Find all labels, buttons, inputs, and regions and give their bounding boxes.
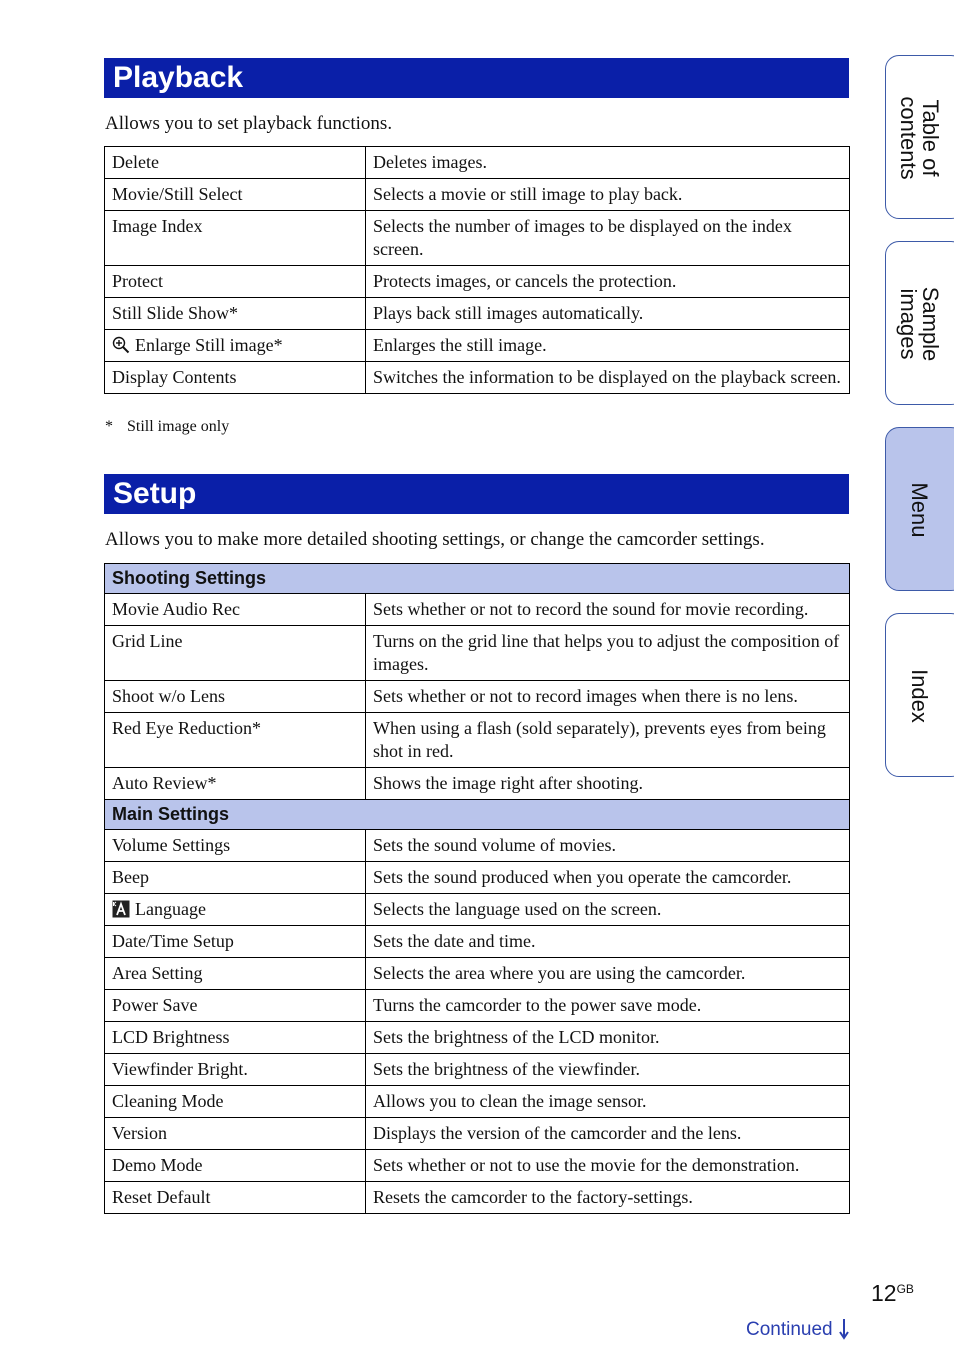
magnifier-plus-icon [112, 336, 130, 354]
setting-description: Selects the language used on the screen. [373, 899, 662, 919]
footnote-text: Still image only [127, 418, 230, 435]
setting-name: Language [135, 899, 206, 919]
setting-name-cell [105, 768, 366, 800]
setting-name-cell [105, 594, 366, 626]
side-tab-label: Index [907, 669, 932, 723]
setting-description: Allows you to clean the image sensor. [373, 1091, 647, 1111]
setup-table [104, 563, 850, 1214]
side-tab-index[interactable] [885, 613, 954, 777]
playback-title: Playback [113, 61, 244, 94]
language-icon [112, 900, 130, 918]
setting-description: Sets the sound volume of movies. [373, 835, 616, 855]
setting-name: Cleaning Mode [112, 1091, 224, 1111]
table-row-image-index [105, 211, 850, 266]
setting-name: Area Setting [112, 963, 203, 983]
side-tab-label: Sample images [896, 286, 943, 362]
table-row-version [105, 1118, 850, 1150]
setting-name-cell [105, 681, 366, 713]
setting-name-cell [105, 926, 366, 958]
setting-description: When using a flash (sold separately), prevents eyes from being shot in red. [373, 718, 826, 761]
setting-name-cell [105, 298, 366, 330]
table-row-movie-still-select [105, 179, 850, 211]
setting-name-cell [105, 1182, 366, 1214]
table-row-reset-default [105, 1182, 850, 1214]
setting-description: Turns the camcorder to the power save mode. [373, 995, 702, 1015]
setting-name-cell [105, 862, 366, 894]
table-row-movie-audio-rec [105, 594, 850, 626]
setting-name: Demo Mode [112, 1155, 203, 1175]
setting-name: Still Slide Show* [112, 303, 239, 323]
setting-name-cell [105, 1150, 366, 1182]
page-number-suffix: GB [896, 1282, 914, 1296]
setting-desc-cell [366, 147, 850, 179]
setting-name: Shoot w/o Lens [112, 686, 226, 706]
setting-name-cell [105, 830, 366, 862]
setting-name-cell [105, 626, 366, 681]
setting-name: Beep [112, 867, 149, 887]
setting-name: Grid Line [112, 631, 183, 651]
setting-desc-cell [366, 681, 850, 713]
table-row-auto-review [105, 768, 850, 800]
setting-description: Protects images, or cancels the protection. [373, 271, 677, 291]
setting-description: Displays the version of the camcorder and the lens. [373, 1123, 742, 1143]
setting-name: Volume Settings [112, 835, 231, 855]
setting-description: Deletes images. [373, 152, 487, 172]
setting-name-cell [105, 147, 366, 179]
setting-name: Viewfinder Bright. [112, 1059, 248, 1079]
table-row-language [105, 894, 850, 926]
setup-intro: Allows you to make more detailed shooting settings, or change the camcorder settings. [105, 529, 765, 550]
setting-name-cell [105, 894, 366, 926]
setting-desc-cell [366, 1118, 850, 1150]
setting-name-cell [105, 362, 366, 394]
table-row-lcd-brightness [105, 1022, 850, 1054]
setting-desc-cell [366, 1054, 850, 1086]
setting-name: Red Eye Reduction* [112, 718, 261, 738]
setting-description: Sets the date and time. [373, 931, 536, 951]
table-row-power-save [105, 990, 850, 1022]
setting-description: Sets the brightness of the viewfinder. [373, 1059, 640, 1079]
table-row-cleaning-mode [105, 1086, 850, 1118]
setting-desc-cell [366, 894, 850, 926]
setting-description: Selects the area where you are using the camcorder. [373, 963, 746, 983]
setting-desc-cell [366, 768, 850, 800]
table-row-area-setting [105, 958, 850, 990]
setting-description: Plays back still images automatically. [373, 303, 644, 323]
table-row-demo-mode [105, 1150, 850, 1182]
group-header-row [105, 800, 850, 830]
setting-description: Selects a movie or still image to play back. [373, 184, 683, 204]
setting-name: Reset Default [112, 1187, 211, 1207]
playback-intro: Allows you to set playback functions. [105, 113, 393, 134]
setting-name-cell [105, 713, 366, 768]
setting-desc-cell [366, 830, 850, 862]
setting-description: Sets whether or not to record images when there is no lens. [373, 686, 798, 706]
setting-desc-cell [366, 990, 850, 1022]
table-row-delete [105, 147, 850, 179]
setting-name-cell [105, 330, 366, 362]
group-header-row [105, 564, 850, 594]
setting-description: Sets the brightness of the LCD monitor. [373, 1027, 660, 1047]
table-row-enlarge-still-image [105, 330, 850, 362]
footnote [105, 418, 229, 436]
setting-name: Protect [112, 271, 163, 291]
setting-name: Display Contents [112, 367, 237, 387]
setting-description: Switches the information to be displayed on the playback screen. [373, 367, 841, 387]
setting-desc-cell [366, 713, 850, 768]
setting-description: Sets the sound produced when you operate the camcorder. [373, 867, 792, 887]
side-tab-table-of-contents[interactable] [885, 55, 954, 219]
arrow-down-icon [838, 1318, 850, 1340]
table-row-grid-line [105, 626, 850, 681]
setting-description: Resets the camcorder to the factory-settings. [373, 1187, 693, 1207]
continued-label: Continued [746, 1319, 833, 1340]
playback-heading [104, 58, 849, 98]
group-header: Main Settings [105, 800, 850, 830]
setting-desc-cell [366, 1150, 850, 1182]
page-number [871, 1280, 914, 1307]
setting-name: Image Index [112, 216, 203, 236]
side-tab-label: Menu [907, 482, 932, 538]
setting-name-cell [105, 990, 366, 1022]
setting-name: Auto Review* [112, 773, 217, 793]
setting-desc-cell [366, 594, 850, 626]
table-row-volume-settings [105, 830, 850, 862]
continued-link[interactable] [746, 1318, 850, 1341]
setting-name: Version [112, 1123, 167, 1143]
setting-name: Movie Audio Rec [112, 599, 240, 619]
setting-description: Sets whether or not to record the sound for movie recording. [373, 599, 809, 619]
setting-name: Enlarge Still image* [135, 335, 283, 355]
playback-table [104, 146, 850, 394]
setting-name-cell [105, 1118, 366, 1150]
table-row-shoot-w-o-lens [105, 681, 850, 713]
setting-desc-cell [366, 626, 850, 681]
setting-desc-cell [366, 266, 850, 298]
side-tab-menu[interactable] [885, 427, 954, 591]
setting-name-cell [105, 1086, 366, 1118]
setting-name: LCD Brightness [112, 1027, 230, 1047]
setting-desc-cell [366, 179, 850, 211]
setting-name-cell [105, 958, 366, 990]
footnote-mark: * [105, 418, 113, 435]
group-header: Shooting Settings [105, 564, 850, 594]
table-row-date-time-setup [105, 926, 850, 958]
table-row-beep [105, 862, 850, 894]
side-tab-label: Table of contents [896, 96, 943, 180]
setting-name: Power Save [112, 995, 198, 1015]
setting-name-cell [105, 1054, 366, 1086]
setting-name-cell [105, 266, 366, 298]
setting-desc-cell [366, 958, 850, 990]
setting-description: Sets whether or not to use the movie for the demonstration. [373, 1155, 800, 1175]
table-row-red-eye-reduction [105, 713, 850, 768]
setting-name-cell [105, 211, 366, 266]
setting-description: Shows the image right after shooting. [373, 773, 643, 793]
setting-desc-cell [366, 1086, 850, 1118]
setting-desc-cell [366, 926, 850, 958]
side-tab-sample-images[interactable] [885, 241, 954, 405]
table-row-protect [105, 266, 850, 298]
setting-desc-cell [366, 211, 850, 266]
setting-desc-cell [366, 298, 850, 330]
table-row-display-contents [105, 362, 850, 394]
setting-name: Date/Time Setup [112, 931, 234, 951]
setting-name: Movie/Still Select [112, 184, 243, 204]
setting-description: Selects the number of images to be displayed on the index screen. [373, 216, 792, 259]
table-row-viewfinder-bright [105, 1054, 850, 1086]
setting-name-cell [105, 179, 366, 211]
setting-description: Turns on the grid line that helps you to adjust the composition of images. [373, 631, 840, 674]
setting-desc-cell [366, 862, 850, 894]
setting-description: Enlarges the still image. [373, 335, 547, 355]
setting-name: Delete [112, 152, 159, 172]
setting-name-cell [105, 1022, 366, 1054]
setting-desc-cell [366, 362, 850, 394]
setup-heading [104, 474, 849, 514]
setting-desc-cell [366, 330, 850, 362]
setup-title: Setup [113, 477, 197, 510]
table-row-still-slide-show [105, 298, 850, 330]
setting-desc-cell [366, 1182, 850, 1214]
setting-desc-cell [366, 1022, 850, 1054]
page-number-value: 12 [871, 1280, 897, 1306]
